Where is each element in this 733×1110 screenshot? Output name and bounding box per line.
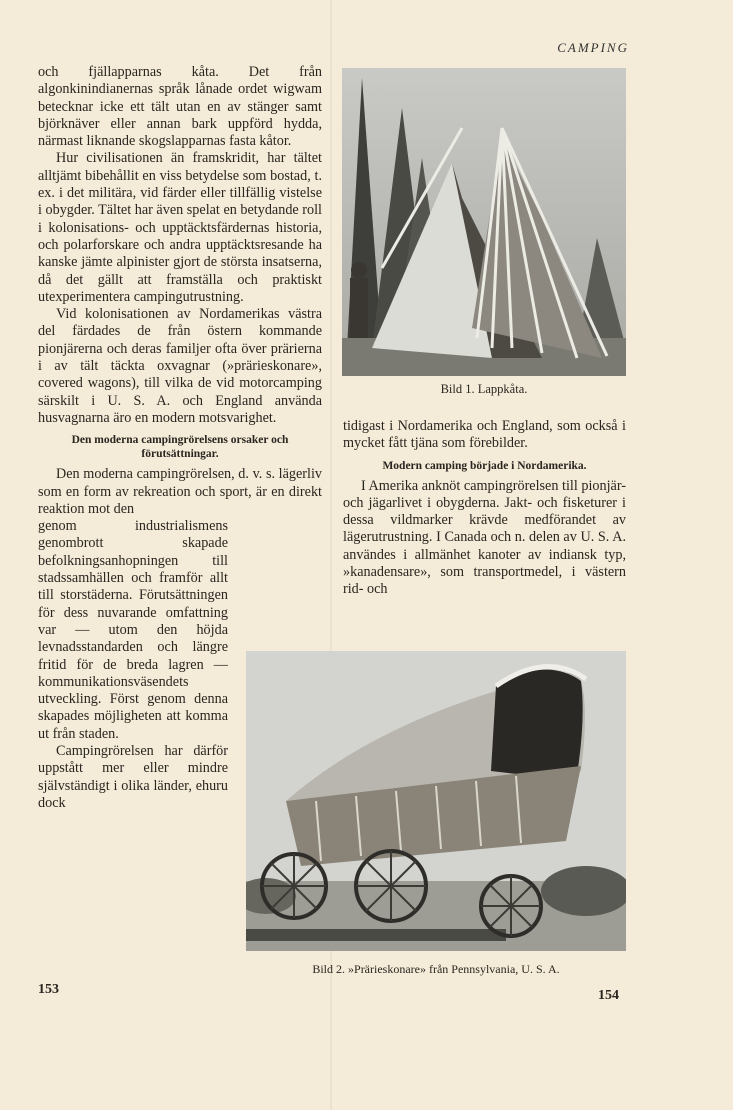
paragraph-4: Den moderna campingrörelsen, d. v. s. lägerliv som en form av rekreation och sport, är en direkt reaktion mot den xyxy=(38,466,322,517)
figure-1-caption: Bild 1. Lappkåta. xyxy=(440,382,528,396)
covered-wagon-illustration xyxy=(246,651,626,951)
figure-lappkata-photo xyxy=(342,68,626,376)
paragraph-3: Vid kolonisationen av Nordamerikas västra del färdades de från östern kommande pionjärerna och deras familjer ofta över prärierna i av tält täckta oxvagnar (»prärieskonare», covered wagons), till vilka de vid motorcamping särskilt i U. S. A. och England använda husvagnarna äro en modern motsvarighet. xyxy=(38,306,322,426)
running-title: CAMPING xyxy=(557,40,629,55)
section-heading-north-america: Modern camping började i Nordamerika. xyxy=(382,459,587,472)
right-paragraph-2: I Amerika anknöt campingrörelsen till pionjär- och jägarlivet i obygderna. Jakt- och fisketurer i dessa vildmarker krävde medförandet av lägerutrustning. I Canada och n. delen av U. S. A. användes i allmänhet kanoter av indiansk typ, »kanadensare», som transportmedel, i västern rid- och xyxy=(343,477,626,598)
paragraph-4-continued: genom industrialismens genombrott skapade befolkningsanhopningen till stadssamhällen och framför allt till storstäderna. Förutsättningen för dess nuvarande omfattning var — utom den höjda levnadsstandarden och längre fritid för de breda lagren — kommunikationsväsendets utveckling. Först genom denna skapades möjligheten att komma ut från staden. xyxy=(38,518,228,742)
paragraph-5: Campingrörelsen har därför uppstått mer eller mindre självständigt i olika länder, ehuru dock xyxy=(38,742,228,811)
paragraph-2: Hur civilisationen än framskridit, har tältet alltjämt bibehållit en viss betydelse som bostad, t. ex. i det militära, vid färder eller tillfällig vistelse i obygder. Tältet har även spelat en betydande roll i kolonisations- och upptäcktsfärdernas historia, och polarforskare och andra upptäcktsresande ha kanske jämte alpinister gjort de största insatserna, då det gällt att framställa och praktiskt utexperimentera campingutrustning. xyxy=(38,150,322,305)
page-number-left: 153 xyxy=(38,982,59,997)
figure-2-caption: Bild 2. »Prärieskonare» från Pennsylvania, U. S. A. xyxy=(312,962,560,976)
right-paragraph-1: tidigast i Nordamerika och England, som också i mycket fått tjäna som förebilder. xyxy=(343,418,626,452)
page-number-right: 154 xyxy=(598,988,619,1003)
figure-covered-wagon-photo xyxy=(246,651,626,951)
section-heading-causes: Den moderna campingrörelsens orsaker och förutsättningar. xyxy=(71,434,289,461)
narrow-text-block xyxy=(38,518,228,812)
right-text-column xyxy=(343,418,626,599)
lappkata-illustration xyxy=(342,68,626,376)
paragraph-1: och fjällapparnas kåta. Det från algonkinindianernas språk lånade ordet wigwam betecknar icke ett tält utan en av stänger samt björknäver eller annan bark uppförd hydda, närmast liknande skogslapparnas fasta kåtor. xyxy=(38,64,322,150)
